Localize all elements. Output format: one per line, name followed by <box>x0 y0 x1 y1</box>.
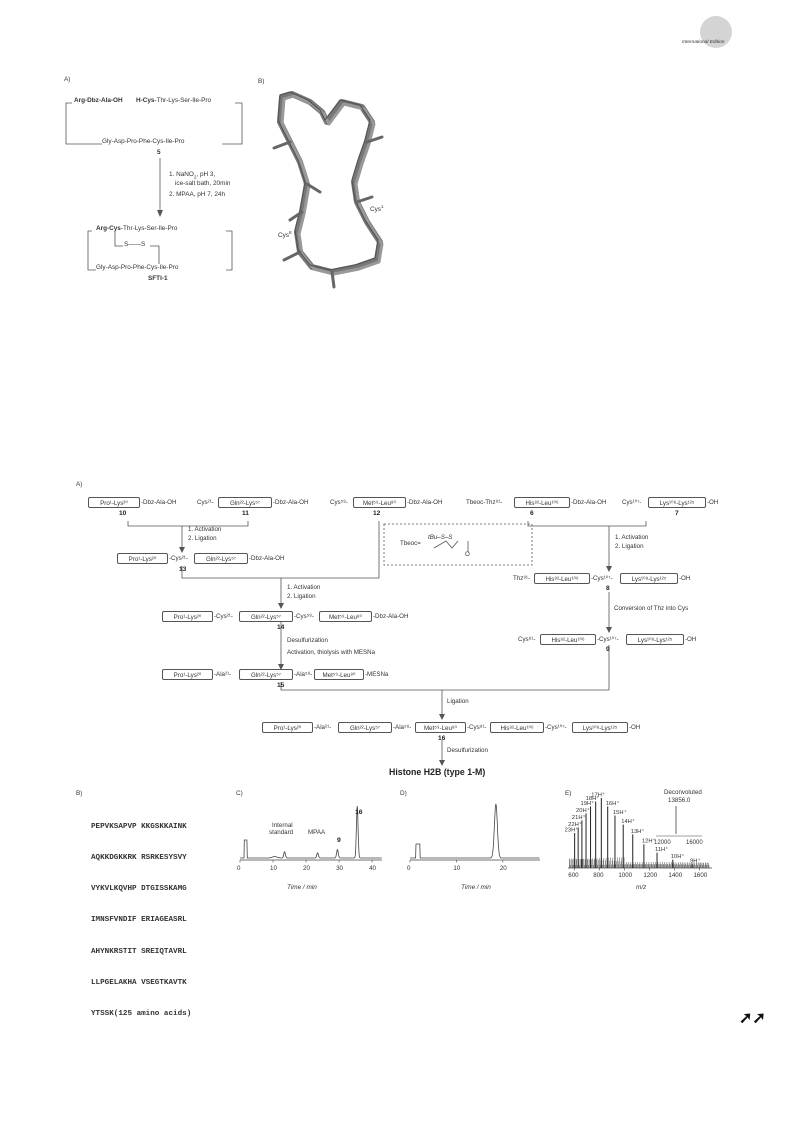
ann-peak-9: 9 <box>337 837 341 844</box>
panel-c-xlabel <box>287 884 317 891</box>
row14-m2: -Cys⁵⁸- <box>294 613 314 620</box>
x-tick-label: 0 <box>407 865 411 872</box>
row16-m1: -Ala²¹- <box>314 724 332 731</box>
tail-11: -Dbz-Ala-OH <box>273 499 309 506</box>
seg-10: Pro¹-Lys²⁰ <box>88 497 140 508</box>
row14-tail: -Dbz-Ala-OH <box>373 613 409 620</box>
row8-seg2: Lys¹⁰⁸-Lys¹²⁵ <box>620 573 678 584</box>
row16-m3: -Cys⁸¹- <box>467 724 487 731</box>
ah-9 <box>606 627 612 633</box>
ion-label: 13H⁺ <box>630 828 645 835</box>
product-rest: -Thr-Lys-Ser-Ile-Pro <box>120 225 178 232</box>
step-ligation-2: 2. Ligation <box>615 543 644 550</box>
ion-label: 21H⁺ <box>571 814 586 821</box>
row16-tail: -OH <box>629 724 641 731</box>
row13-tail: -Dbz-Ala-OH <box>249 555 285 562</box>
x-ticks <box>407 860 507 872</box>
row8-seg1: His⁸²-Leu¹⁰⁶ <box>534 573 590 584</box>
x-tick-label: 20 <box>499 865 507 872</box>
ann-peak-16: 16 <box>355 809 363 816</box>
x-tick-label: 1400 <box>668 872 683 879</box>
row8-tail: -OH <box>679 575 691 582</box>
scheme1-start-right-rest: -Thr-Lys-Ser-Ile-Pro <box>154 97 212 104</box>
row15-tail: -MESNa <box>365 671 389 678</box>
scheme1-label-a: A) <box>64 76 71 83</box>
inset-title: Deconvoluted <box>664 789 702 796</box>
x-tick-label: 30 <box>336 865 343 872</box>
x-tick-label: 800 <box>593 872 604 879</box>
seq-line: IMNSFVNDIF ERIAGEASRL <box>91 916 187 925</box>
seg-6: His⁸²-Leu¹⁰⁶ <box>514 497 570 508</box>
row9-seg2: Lys¹⁰⁸-Lys¹²⁵ <box>626 634 684 645</box>
ah-h2b <box>439 760 445 766</box>
chart-esi-ms <box>560 784 720 880</box>
step-desulf-1: Desulfurization <box>287 637 328 644</box>
cond1-a: 1. NaNO <box>169 171 194 178</box>
scheme1-hcys: H-Cys <box>136 97 155 104</box>
head-12: Cys⁵⁸- <box>330 499 348 506</box>
seg-11: Gln²²-Lys⁵⁷ <box>218 497 272 508</box>
x-tick-label: 40 <box>369 865 376 872</box>
row15-seg3: Met⁵⁹-Leu⁸⁰ <box>314 669 364 680</box>
tbeoc-structure: tBu–S–S <box>428 534 453 541</box>
row16-seg5: Lys¹⁰⁸-Lys¹²⁵ <box>572 722 628 733</box>
row16-m4: -Cys¹⁰⁷- <box>545 724 567 731</box>
panel-d-label: D) <box>400 790 407 797</box>
tail-7: -OH <box>707 499 719 506</box>
ion-label: 20H⁺ <box>576 807 590 814</box>
num-8: 8 <box>606 585 610 592</box>
seq-line: YTSSK(125 amino acids) <box>91 1010 192 1019</box>
x-tick-label: 1600 <box>693 872 708 879</box>
ah-14 <box>278 603 284 609</box>
row16-m2: -Ala⁵⁸- <box>393 724 412 731</box>
panel-e-label: E) <box>565 790 572 797</box>
ah-16 <box>439 714 445 720</box>
panel-b-label: B) <box>76 790 83 797</box>
scheme1-start-left: Arg-Dbz-Ala-OH <box>74 97 123 104</box>
inset-tick-16000: 16000 <box>686 840 703 846</box>
tbeoc-oxygen: O <box>465 551 470 558</box>
row14-seg3: Met⁵⁹-Leu⁸⁰ <box>319 611 372 622</box>
ion-label: 14H⁺ <box>621 819 635 826</box>
num-12: 12 <box>373 510 381 517</box>
ion-label: 15H⁺ <box>612 810 627 816</box>
product-histone-h2b: Histone H2B (type 1-M) <box>389 767 486 777</box>
head-6: Tbeoc-Thz⁸¹- <box>466 499 503 506</box>
head-11: Cys²¹- <box>197 499 214 506</box>
step-activation-thiolysis: Activation, thiolysis with MESNa <box>287 649 376 656</box>
num-15: 15 <box>277 682 285 689</box>
hplc-trace <box>410 804 540 858</box>
row16-seg4: His⁸²-Leu¹⁰⁶ <box>490 722 544 733</box>
step-activation-1: 1. Activation <box>188 526 222 533</box>
ion-label: 22H⁺ <box>568 821 582 828</box>
ion-label: 17H⁺ <box>591 792 606 799</box>
panel-c-xlabel-text: Time / min <box>287 884 317 891</box>
ann-mpaa: MPAA <box>308 829 326 836</box>
h2b-sequence <box>91 801 191 1030</box>
ah-8 <box>606 566 612 572</box>
ion-label: 11H⁺ <box>655 847 669 854</box>
num-6: 6 <box>530 510 534 517</box>
row15-m2: -Ala⁵⁸- <box>294 671 313 678</box>
step-activation-2: 1. Activation <box>615 534 649 541</box>
row15-seg1: Pro¹-Lys²⁰ <box>162 669 213 680</box>
cys8-text: Cys <box>278 232 290 240</box>
row14-seg2: Gln²²-Lys⁵⁷ <box>239 611 293 622</box>
scheme2-label-a: A) <box>76 481 83 488</box>
row9-seg1: His⁸²-Leu¹⁰⁶ <box>540 634 596 645</box>
row8-mid: -Cys¹⁰⁷- <box>591 575 613 582</box>
row13-mid: -Cys²¹- <box>169 555 188 562</box>
disulfide-bond: S——S <box>124 241 146 248</box>
continue-arrows-icon: ➚➚ <box>739 1010 766 1027</box>
num-11: 11 <box>242 510 249 517</box>
inset-tick-12000: 12000 <box>654 840 671 846</box>
step-ligation-1: 2. Ligation <box>188 535 217 542</box>
seg-7: Lys¹⁰⁸-Lys¹²⁵ <box>648 497 706 508</box>
seq-line: AQKKDGKKRK RSRKESYSVY <box>91 854 187 863</box>
cys1-sup: 1 <box>381 204 384 209</box>
x-tick-label: 0 <box>237 865 241 872</box>
row9-head: Cys⁸¹- <box>518 636 536 643</box>
x-tick-label: 1000 <box>618 872 633 879</box>
panel-d-xlabel-text: Time / min <box>461 884 491 891</box>
seg-12: Met⁵⁹-Leu⁸⁰ <box>353 497 406 508</box>
x-tick-label: 1200 <box>643 872 658 879</box>
seq-line: VYKVLKQVHP DTGISSKAMG <box>91 885 187 894</box>
row15-m1: -Ala²¹- <box>214 671 232 678</box>
num-13: 13 <box>179 566 187 573</box>
seq-line: LLPGELAKHA VSEGTKAVTK <box>91 978 187 987</box>
seq-line: AHYNKRSTIT SREIQTAVRL <box>91 947 187 956</box>
row15-seg2: Gln²²-Lys⁵⁷ <box>239 669 293 680</box>
x-ticks <box>237 860 377 872</box>
row14-seg1: Pro¹-Lys²⁰ <box>162 611 213 622</box>
step-conversion: Conversion of Thz into Cys <box>614 605 689 612</box>
x-tick-label: 20 <box>303 865 310 872</box>
cond1-sub: 2 <box>193 174 197 180</box>
panel-c-label: C) <box>236 790 243 797</box>
row9-mid: -Cys¹⁰⁷- <box>597 636 619 643</box>
num-16: 16 <box>438 735 446 742</box>
scheme1-cond1b: ice-salt bath, 20min <box>175 180 231 187</box>
ion-label: 23H⁺ <box>564 827 579 834</box>
row13-seg1: Pro¹-Lys²⁰ <box>117 553 168 564</box>
row13-seg2: Gln²²-Lys⁵⁷ <box>194 553 248 564</box>
scheme1-bottom-seq: Gly-Asp-Pro-Phe-Cys-Ile-Pro <box>102 138 185 145</box>
panel-d-xlabel <box>461 884 491 891</box>
x-tick-label: 600 <box>568 872 579 879</box>
chart-hplc-purified <box>400 800 550 880</box>
row14-m1: -Cys²¹- <box>214 613 233 620</box>
x-ticks <box>568 868 708 879</box>
row16-seg2: Gln²²-Lys⁵⁷ <box>338 722 392 733</box>
step-desulf-2: Desulfurization <box>447 747 488 754</box>
ann-internal-2: standard <box>269 829 294 836</box>
chart-hplc-reaction <box>230 800 390 880</box>
inset-value: 13856.0 <box>668 797 691 804</box>
head-7: Cys¹⁰⁷- <box>622 499 642 506</box>
compound-5: 5 <box>157 149 161 156</box>
sfti1-name: SFTI-1 <box>148 275 168 282</box>
cond1-rest: , pH 3, <box>196 171 216 178</box>
scheme1-label-b: B) <box>258 78 265 85</box>
ion-label: 10H⁺ <box>670 854 685 861</box>
row16-seg1: Pro¹-Lys²⁰ <box>262 722 313 733</box>
product-argcys: Arg-Cys <box>96 225 121 232</box>
x-tick-label: 10 <box>453 865 461 872</box>
num-9: 9 <box>606 646 610 653</box>
num-7: 7 <box>675 510 679 517</box>
x-tick-label: 10 <box>270 865 277 872</box>
ion-label: 19H⁺ <box>580 800 595 807</box>
cys1-text: Cys <box>370 206 382 214</box>
ion-label: 16H⁺ <box>605 800 620 807</box>
row8-head: Thz⁸¹- <box>513 575 531 582</box>
tbeoc-label: Tbeoc= <box>400 540 421 547</box>
step-activation-3: 1. Activation <box>287 584 321 591</box>
ion-label: 18H⁺ <box>585 796 600 802</box>
scheme1-cond2: 2. MPAA, pH 7, 24h <box>169 191 226 198</box>
panel-e-xlabel <box>636 884 646 891</box>
num-14: 14 <box>277 624 285 631</box>
tail-6: -Dbz-Ala-OH <box>571 499 607 506</box>
step-ligation-3: 2. Ligation <box>287 593 316 600</box>
scheme1-product-bottom: Gly-Asp-Pro-Phe-Cys-Ile-Pro <box>96 264 179 271</box>
row9-tail: -OH <box>685 636 697 643</box>
panel-e-xlabel-text: m/z <box>636 884 647 891</box>
ion-label: 9H⁺ <box>690 858 701 865</box>
edition-label: International Edition <box>682 40 725 45</box>
row16-seg3: Met⁵⁹-Leu⁸⁰ <box>415 722 466 733</box>
seq-line: PEPVKSAPVP KKGSKKAINK <box>91 822 187 831</box>
num-10: 10 <box>119 510 127 517</box>
ion-label: 12H⁺ <box>641 838 656 845</box>
cys8-sup: 8 <box>289 230 292 235</box>
ann-internal-1: Internal <box>272 822 293 829</box>
tail-10: -Dbz-Ala-OH <box>141 499 177 506</box>
tail-12: -Dbz-Ala-OH <box>407 499 443 506</box>
join-6-7 <box>528 521 646 526</box>
step-ligation-final: Ligation <box>447 698 469 705</box>
